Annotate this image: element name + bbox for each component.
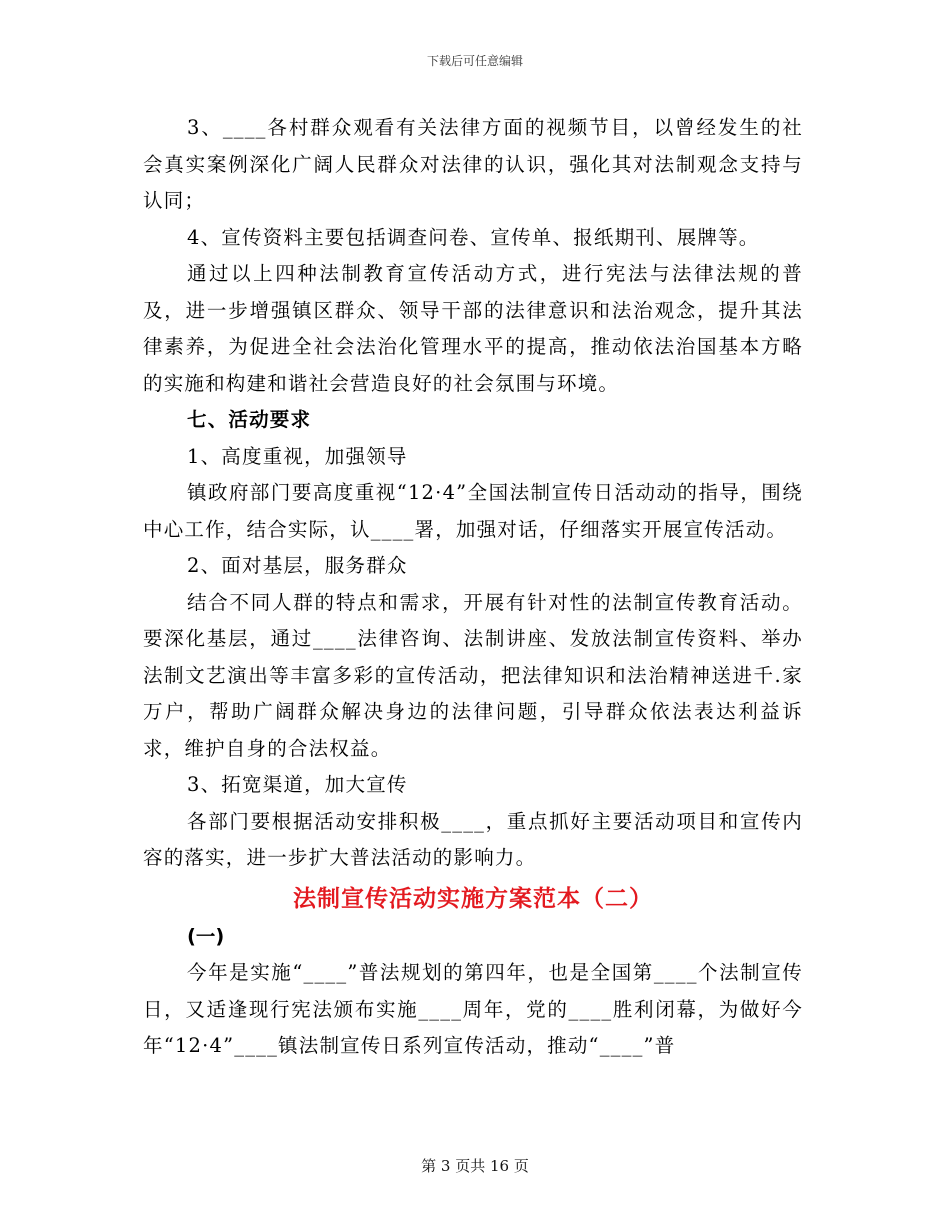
subsection-text-2: 结合不同人群的特点和需求，开展有针对性的法制宣传教育活动。要深化基层，通过____法律咨询、法制讲座、发放法制宣传资料、举办法制文艺演出等丰富多彩的宣传活动，把法律知识和法治精神送进千.家万户，帮助广阔群众解决身边的法律问题，引导群众依法表达利益诉求，维护自身的合法权益。 <box>143 590 803 760</box>
paragraph-intro: 今年是实施“____”普法规划的第四年，也是全国第____个法制宣传日，又适逢现行宪法颁布实施____周年，党的____胜利闭幕，为做好今年“12·4”____镇法制宣传日系列宣传活动，推动“____”普 <box>143 961 803 1057</box>
subsection-text-3: 各部门要根据活动安排积极____，重点抓好主要活动项目和宣传内容的落实，进一步扩大普法活动的影响力。 <box>143 809 803 869</box>
subsection-text-1: 镇政府部门要高度重视“12·4”全国法制宣传日活动动的指导，围绕中心工作，结合实际，认____署，加强对话，仔细落实开展宣传活动。 <box>143 481 803 541</box>
subsection-title-1: 1、高度重视，加强领导 <box>187 444 408 468</box>
subsection-title-2: 2、面对基层，服务群众 <box>187 554 408 577</box>
part-heading-one: (一) <box>187 924 225 948</box>
section-heading-requirements: 七、活动要求 <box>187 408 312 431</box>
document-title-part-two: 法制宣传活动实施方案范本（二） <box>293 885 653 912</box>
page-number: 第 3 页共 16 页 <box>421 1157 529 1175</box>
page-header-note: 下载后可任意编辑 <box>426 54 523 68</box>
paragraph-item-4: 4、宣传资料主要包括调查问卷、宣传单、报纸期刊、展牌等。 <box>187 225 760 249</box>
document-body <box>143 110 803 1065</box>
subsection-title-3: 3、拓宽渠道，加大宣传 <box>187 773 408 796</box>
paragraph-item-3: 3、____各村群众观看有关法律方面的视频节目，以曾经发生的社会真实案例深化广阔人民群众对法律的认识，强化其对法制观念支持与认同； <box>143 116 803 212</box>
paragraph-summary: 通过以上四种法制教育宣传活动方式，进行宪法与法律法规的普及，进一步增强镇区群众、领导干部的法律意识和法治观念，提升其法律素养，为促进全社会法治化管理水平的提高，推动依法治国基本方略的实施和构建和谐社会营造良好的社会氛围与环境。 <box>143 262 803 395</box>
